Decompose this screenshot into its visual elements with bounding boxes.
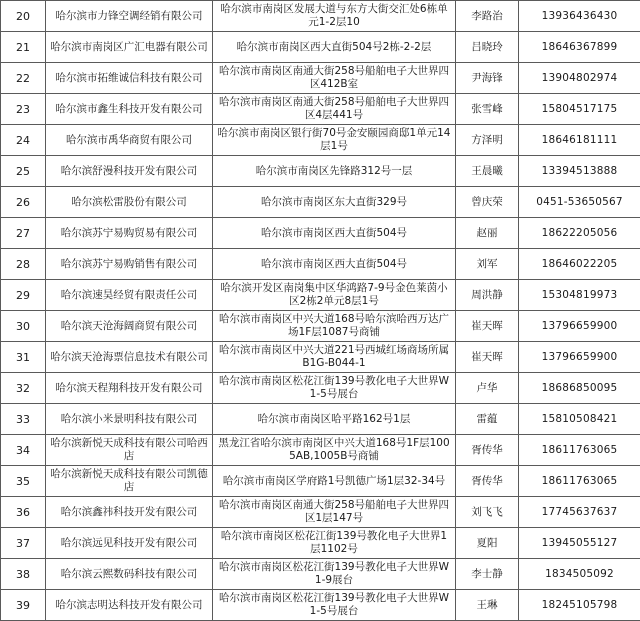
table-row xyxy=(1,342,640,373)
company-name-cell: 哈尔滨市力锋空调经销有限公司 xyxy=(46,1,213,32)
contact-person-cell: 雷蕴 xyxy=(456,404,519,435)
address-cell: 哈尔滨市南岗区哈平路162号1层 xyxy=(213,404,456,435)
table-row xyxy=(1,497,640,528)
address-cell: 哈尔滨市南岗区南通大街258号船舶电子大世界四区412B室 xyxy=(213,63,456,94)
row-number-cell: 33 xyxy=(1,404,46,435)
contact-person-cell: 夏阳 xyxy=(456,528,519,559)
row-number-cell: 37 xyxy=(1,528,46,559)
table-row xyxy=(1,559,640,590)
contact-person-cell: 胥传华 xyxy=(456,435,519,466)
phone-number-cell: 13945055127 xyxy=(519,528,640,559)
address-cell: 哈尔滨市南岗区银行街70号金安颐园商邸1单元14层1号 xyxy=(213,125,456,156)
address-cell: 哈尔滨市南岗区东大直街329号 xyxy=(213,187,456,218)
phone-number-cell: 13936436430 xyxy=(519,1,640,32)
company-name-cell: 哈尔滨松雷股份有限公司 xyxy=(46,187,213,218)
address-cell: 哈尔滨市南岗区中兴大道168号哈尔滨哈西万达广场1F层1087号商铺 xyxy=(213,311,456,342)
company-name-cell: 哈尔滨天沧海阔商贸有限公司 xyxy=(46,311,213,342)
contact-person-cell: 周洪静 xyxy=(456,280,519,311)
row-number-cell: 30 xyxy=(1,311,46,342)
table-row xyxy=(1,373,640,404)
row-number-cell: 34 xyxy=(1,435,46,466)
phone-number-cell: 15810508421 xyxy=(519,404,640,435)
address-cell: 哈尔滨市南岗区西大直街504号 xyxy=(213,218,456,249)
table-row xyxy=(1,590,640,621)
row-number-cell: 21 xyxy=(1,32,46,63)
phone-number-cell: 18646181111 xyxy=(519,125,640,156)
contact-person-cell: 吕晓玲 xyxy=(456,32,519,63)
company-name-cell: 哈尔滨天程翔科技开发有限公司 xyxy=(46,373,213,404)
table-row xyxy=(1,404,640,435)
address-cell: 哈尔滨市南岗区中兴大道221号西城红场商场所属B1G-B044-1 xyxy=(213,342,456,373)
phone-number-cell: 17745637637 xyxy=(519,497,640,528)
table-row xyxy=(1,218,640,249)
table-row xyxy=(1,528,640,559)
company-name-cell: 哈尔滨市拓维诚信科技有限公司 xyxy=(46,63,213,94)
phone-number-cell: 13904802974 xyxy=(519,63,640,94)
company-name-cell: 哈尔滨志明达科技开发有限公司 xyxy=(46,590,213,621)
contact-person-cell: 王琳 xyxy=(456,590,519,621)
contact-person-cell: 尹海锋 xyxy=(456,63,519,94)
address-cell: 哈尔滨市南岗区南通大街258号船舶电子大世界四区4层441号 xyxy=(213,94,456,125)
address-cell: 哈尔滨市南岗区南通大街258号船舶电子大世界四区1层147号 xyxy=(213,497,456,528)
phone-number-cell: 18622205056 xyxy=(519,218,640,249)
merchant-table-body xyxy=(1,1,640,621)
company-name-cell: 哈尔滨市南岗区广汇电器有限公司 xyxy=(46,32,213,63)
phone-number-cell: 18646022205 xyxy=(519,249,640,280)
phone-number-cell: 18245105798 xyxy=(519,590,640,621)
address-cell: 哈尔滨市南岗区松花江街139号教化电子大世界W1-5号展台 xyxy=(213,373,456,404)
row-number-cell: 27 xyxy=(1,218,46,249)
table-row xyxy=(1,280,640,311)
contact-person-cell: 方泽明 xyxy=(456,125,519,156)
table-row xyxy=(1,94,640,125)
table-row xyxy=(1,466,640,497)
phone-number-cell: 18646367899 xyxy=(519,32,640,63)
table-row xyxy=(1,311,640,342)
phone-number-cell: 18611763065 xyxy=(519,435,640,466)
row-number-cell: 25 xyxy=(1,156,46,187)
table-row xyxy=(1,63,640,94)
address-cell: 哈尔滨开发区南岗集中区华鸿路7-9号金色莱茵小区2栋2单元8层1号 xyxy=(213,280,456,311)
phone-number-cell: 15304819973 xyxy=(519,280,640,311)
table-row xyxy=(1,32,640,63)
phone-number-cell: 0451-53650567 xyxy=(519,187,640,218)
row-number-cell: 35 xyxy=(1,466,46,497)
address-cell: 哈尔滨市南岗区学府路1号凯德广场1层32-34号 xyxy=(213,466,456,497)
table-row xyxy=(1,125,640,156)
company-name-cell: 哈尔滨天沧海票信息技术有限公司 xyxy=(46,342,213,373)
row-number-cell: 26 xyxy=(1,187,46,218)
contact-person-cell: 赵丽 xyxy=(456,218,519,249)
company-name-cell: 哈尔滨远见科技开发有限公司 xyxy=(46,528,213,559)
phone-number-cell: 13394513888 xyxy=(519,156,640,187)
company-name-cell: 哈尔滨市禹华商贸有限公司 xyxy=(46,125,213,156)
contact-person-cell: 胥传华 xyxy=(456,466,519,497)
contact-person-cell: 李路治 xyxy=(456,1,519,32)
contact-person-cell: 崔天晖 xyxy=(456,311,519,342)
table-row xyxy=(1,249,640,280)
row-number-cell: 39 xyxy=(1,590,46,621)
row-number-cell: 32 xyxy=(1,373,46,404)
address-cell: 哈尔滨市南岗区西大直街504号 xyxy=(213,249,456,280)
company-name-cell: 哈尔滨市鑫生科技开发有限公司 xyxy=(46,94,213,125)
row-number-cell: 20 xyxy=(1,1,46,32)
company-name-cell: 哈尔滨新悦天成科技有限公司凯德店 xyxy=(46,466,213,497)
contact-person-cell: 王晨曦 xyxy=(456,156,519,187)
row-number-cell: 23 xyxy=(1,94,46,125)
company-name-cell: 哈尔滨速昊经贸有限责任公司 xyxy=(46,280,213,311)
contact-person-cell: 卢华 xyxy=(456,373,519,404)
contact-person-cell: 曾庆荣 xyxy=(456,187,519,218)
address-cell: 哈尔滨市南岗区发展大道与东方大街交汇处6栋单元1-2层10 xyxy=(213,1,456,32)
phone-number-cell: 18611763065 xyxy=(519,466,640,497)
phone-number-cell: 13796659900 xyxy=(519,342,640,373)
contact-person-cell: 刘军 xyxy=(456,249,519,280)
row-number-cell: 28 xyxy=(1,249,46,280)
company-name-cell: 哈尔滨小米景明科技有限公司 xyxy=(46,404,213,435)
company-name-cell: 哈尔滨新悦天成科技有限公司哈西店 xyxy=(46,435,213,466)
company-name-cell: 哈尔滨舒漫科技开发有限公司 xyxy=(46,156,213,187)
contact-person-cell: 崔天晖 xyxy=(456,342,519,373)
address-cell: 黑龙江省哈尔滨市南岗区中兴大道168号1F层1005AB,1005B号商铺 xyxy=(213,435,456,466)
company-name-cell: 哈尔滨云熙数码科技有限公司 xyxy=(46,559,213,590)
phone-number-cell: 18686850095 xyxy=(519,373,640,404)
phone-number-cell: 1834505092 xyxy=(519,559,640,590)
table-row xyxy=(1,156,640,187)
table-row xyxy=(1,435,640,466)
address-cell: 哈尔滨市南岗区先锋路312号一层 xyxy=(213,156,456,187)
company-name-cell: 哈尔滨鑫祎科技开发有限公司 xyxy=(46,497,213,528)
contact-person-cell: 张雪峰 xyxy=(456,94,519,125)
row-number-cell: 24 xyxy=(1,125,46,156)
contact-person-cell: 刘飞飞 xyxy=(456,497,519,528)
table-row xyxy=(1,187,640,218)
contact-person-cell: 李士静 xyxy=(456,559,519,590)
row-number-cell: 31 xyxy=(1,342,46,373)
table-row xyxy=(1,1,640,32)
row-number-cell: 38 xyxy=(1,559,46,590)
address-cell: 哈尔滨市南岗区松花江街139号教化电子大世界W1-9展台 xyxy=(213,559,456,590)
company-name-cell: 哈尔滨苏宁易购贸易有限公司 xyxy=(46,218,213,249)
row-number-cell: 22 xyxy=(1,63,46,94)
row-number-cell: 36 xyxy=(1,497,46,528)
row-number-cell: 29 xyxy=(1,280,46,311)
phone-number-cell: 15804517175 xyxy=(519,94,640,125)
address-cell: 哈尔滨市南岗区松花江街139号教化电子大世界1层1102号 xyxy=(213,528,456,559)
company-name-cell: 哈尔滨苏宁易购销售有限公司 xyxy=(46,249,213,280)
phone-number-cell: 13796659900 xyxy=(519,311,640,342)
address-cell: 哈尔滨市南岗区松花江街139号教化电子大世界W1-5号展台 xyxy=(213,590,456,621)
address-cell: 哈尔滨市南岗区西大直街504号2栋-2-2层 xyxy=(213,32,456,63)
